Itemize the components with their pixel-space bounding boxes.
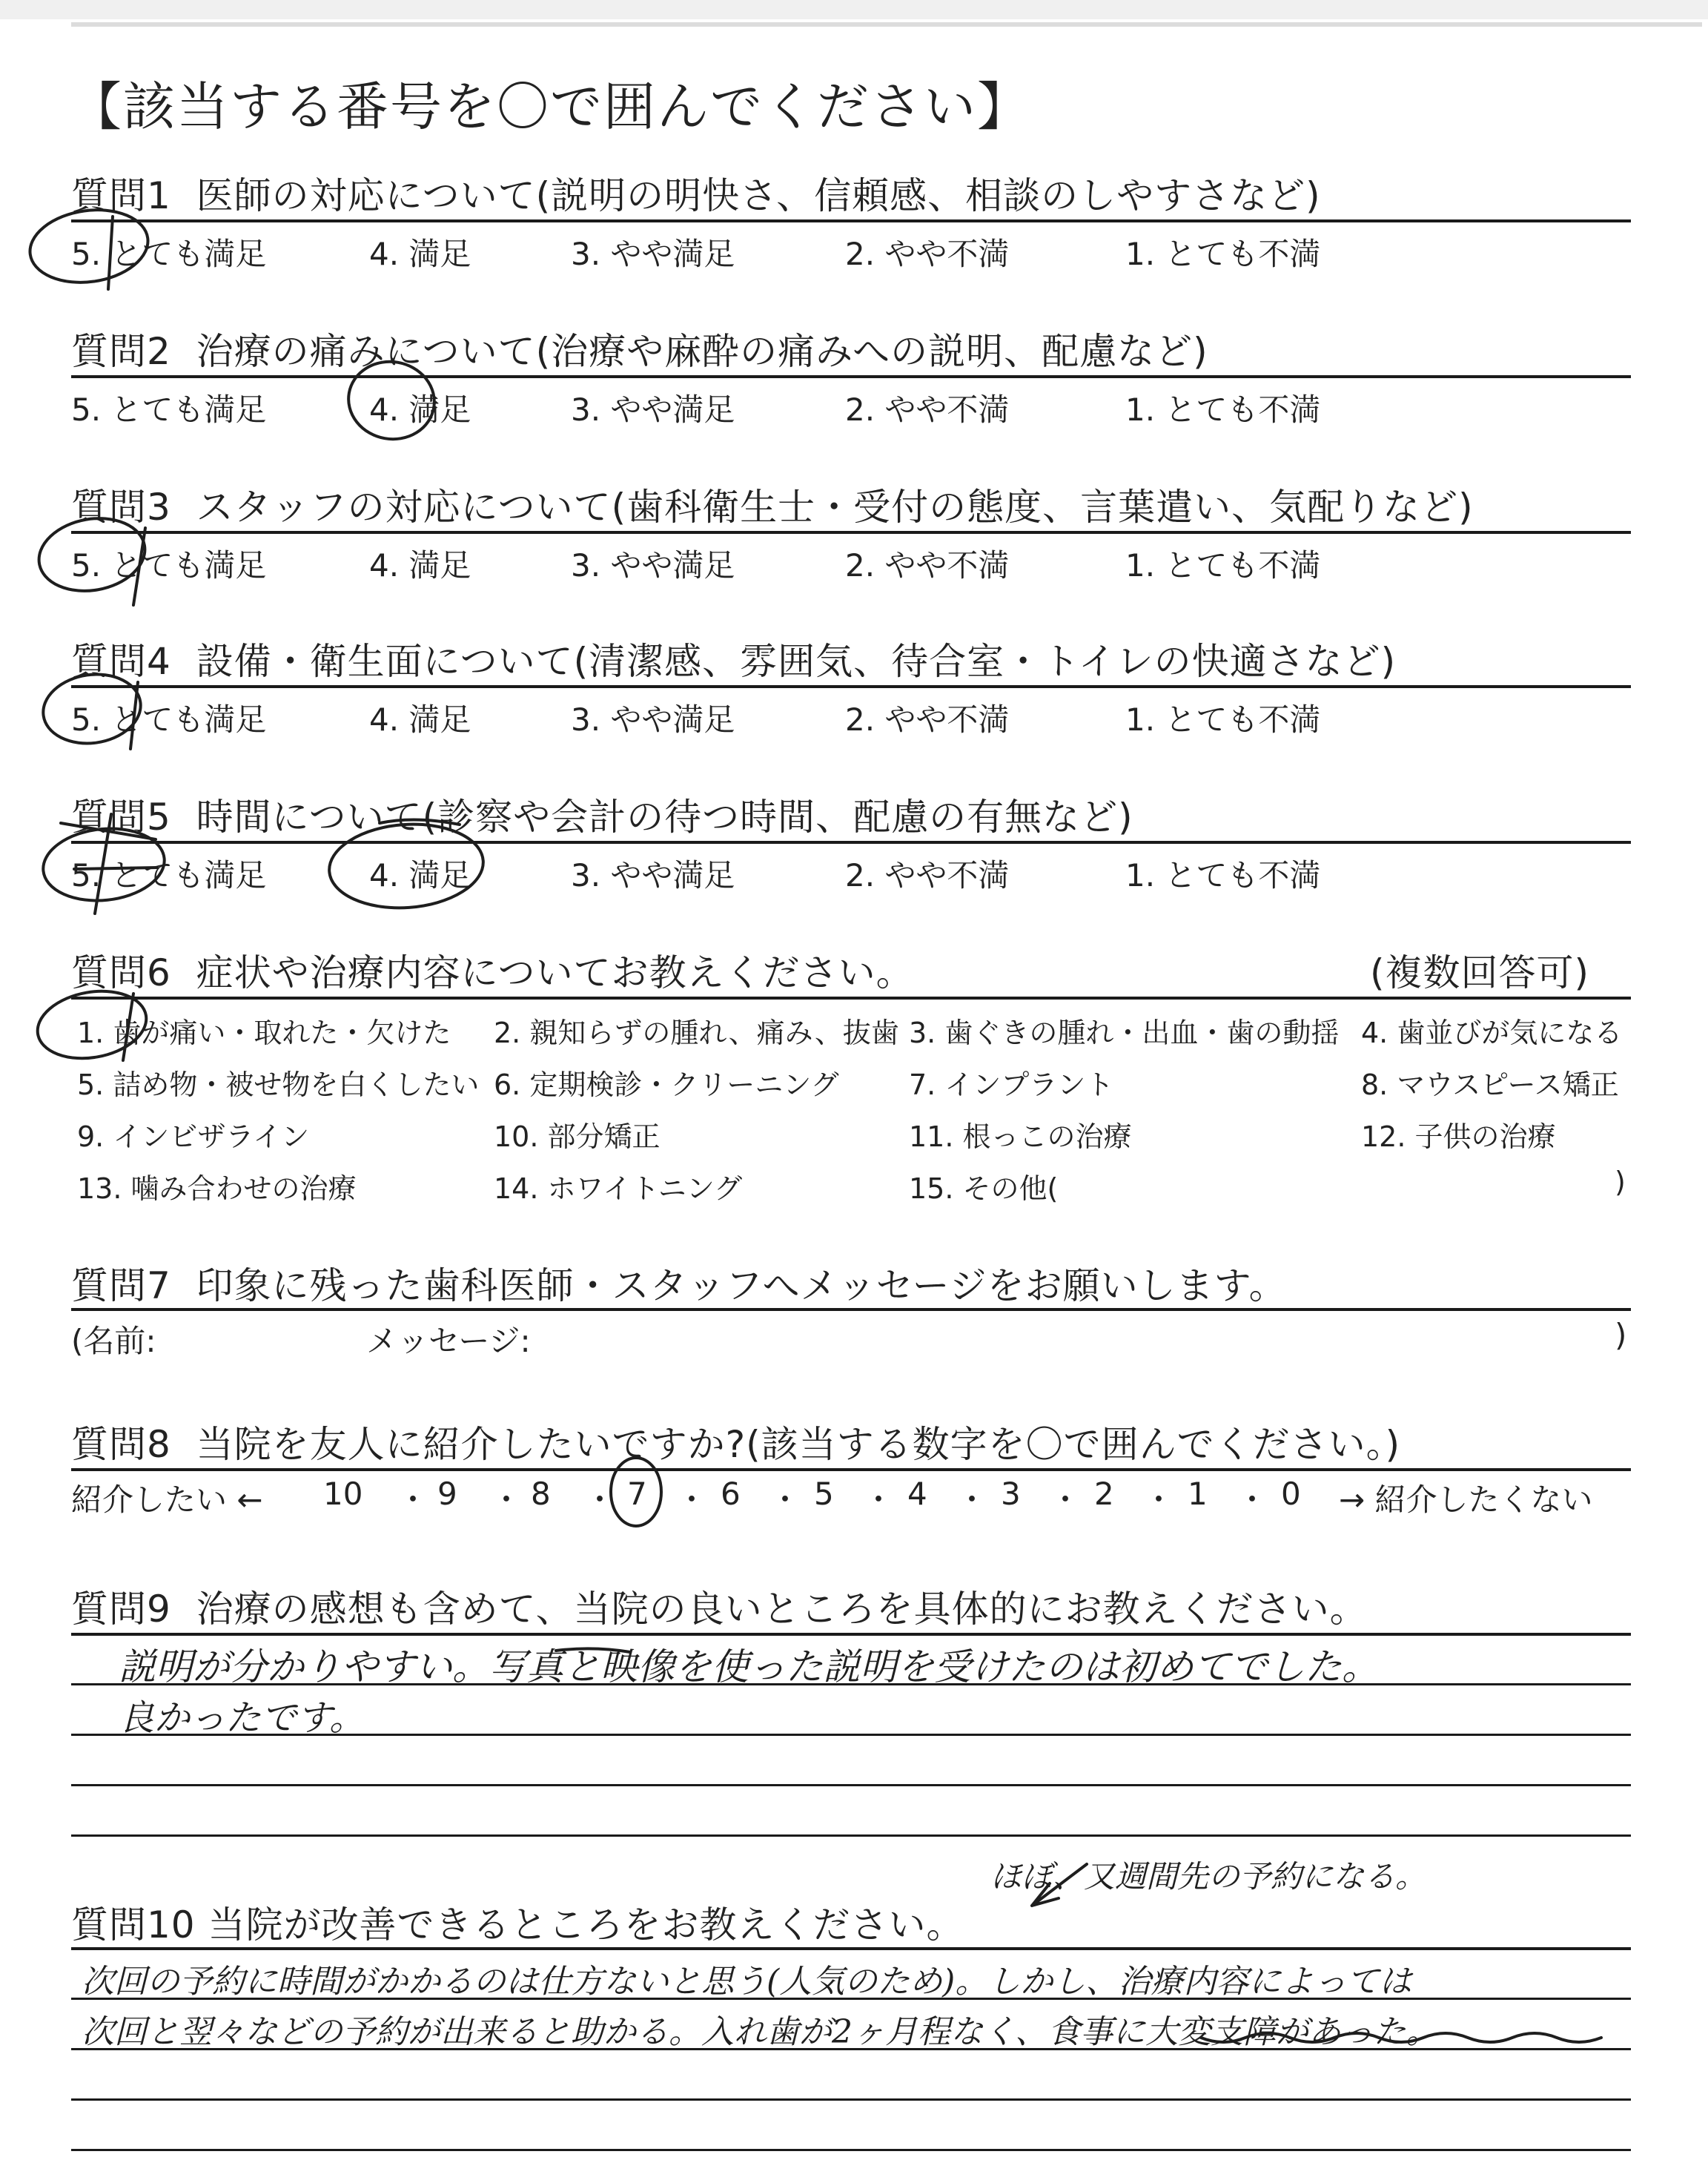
scale-4[interactable]: 4 [907,1476,927,1512]
symptom-option-6[interactable]: 6. 定期検診・クリーニング [494,1069,839,1101]
q1-option-3[interactable]: 3. やや満足 [571,236,735,272]
answer-line [71,1784,1631,1786]
question-text: 症状や治療内容についてお教えください。 [196,951,914,994]
question-label: 質問5 [71,796,171,839]
answer-line [71,1834,1631,1837]
answer-line [71,2098,1631,2101]
other-close-paren: ) [1615,1166,1626,1198]
symptom-option-12[interactable]: 12. 子供の治療 [1361,1120,1556,1153]
scale-dot: ・ [769,1482,801,1518]
scale-dot: ・ [1143,1482,1175,1518]
symptom-option-14[interactable]: 14. ホワイトニング [494,1172,743,1205]
question-text: スタッフの対応について(歯科衛生士・受付の態度、言葉遣い、気配りなど) [196,486,1474,529]
symptom-option-8[interactable]: 8. マウスピース矯正 [1361,1069,1619,1101]
scale-8[interactable]: 8 [531,1476,551,1512]
scale-7[interactable]: 7 [627,1476,647,1512]
question-label: 質問10 [71,1903,196,1946]
q1-option-5[interactable]: 5. とても満足 [71,236,267,272]
symptom-option-3[interactable]: 3. 歯ぐきの腫れ・出血・歯の動揺 [909,1017,1340,1049]
symptom-option-5[interactable]: 5. 詰め物・被せ物を白くしたい [77,1069,480,1101]
question-label: 質問1 [71,174,171,217]
scale-0[interactable]: 0 [1281,1476,1301,1512]
question-label: 質問6 [71,951,171,994]
message-close-paren: ) [1615,1317,1627,1353]
scale-2[interactable]: 2 [1094,1476,1114,1512]
q3-option-1[interactable]: 1. とても不満 [1125,547,1321,584]
scan-top-edge [71,22,1702,27]
question-9 [71,1579,1368,1633]
scale-dot: ・ [1237,1482,1268,1518]
question-6 [71,943,914,997]
question-3 [71,478,1474,531]
q1-option-2[interactable]: 2. やや不満 [845,236,1010,272]
recommend-left-label: 紹介したい ← [71,1482,263,1518]
question-text: 治療の痛みについて(治療や麻酔の痛みへの説明、配慮など) [196,330,1208,373]
q2-option-2[interactable]: 2. やや不満 [845,392,1010,428]
question-text: 医師の対応について(説明の明快さ、信頼感、相談のしやすさなど) [196,174,1321,217]
q5-option-4[interactable]: 4. 満足 [369,857,471,894]
scale-dot: ・ [956,1482,988,1518]
q1-option-4[interactable]: 4. 満足 [369,236,471,272]
symptom-option-7[interactable]: 7. インプラント [909,1069,1114,1101]
scale-6[interactable]: 6 [721,1476,741,1512]
scale-3[interactable]: 3 [1001,1476,1021,1512]
question-rule [71,685,1631,688]
handwritten-answer-line: 次回の予約に時間がかかるのは仕方ないと思う(人気のため)。しかし、治療内容によっては [82,1963,1412,2001]
q4-option-4[interactable]: 4. 満足 [369,701,471,738]
answer-line [71,1633,1631,1636]
question-text: 印象に残った歯科医師・スタッフへメッセージをお願いします。 [196,1264,1287,1307]
question-label: 質問3 [71,486,171,529]
question-text: 設備・衛生面について(清潔感、雰囲気、待合室・トイレの快適さなど) [196,640,1397,683]
question-7 [71,1256,1287,1309]
question-rule [71,1308,1631,1311]
answer-line [71,1947,1631,1950]
q1-option-1[interactable]: 1. とても不満 [1125,236,1321,272]
scale-dot: ・ [676,1482,708,1518]
question-rule [71,1468,1631,1471]
symptom-option-10[interactable]: 10. 部分矯正 [494,1120,661,1153]
symptom-option-2[interactable]: 2. 親知らずの腫れ、痛み、抜歯 [494,1017,899,1049]
question-label: 質問7 [71,1264,171,1307]
question-rule [71,375,1631,378]
question-text: 時間について(診察や会計の待つ時間、配慮の有無など) [196,796,1133,839]
symptom-option-15[interactable]: 15. その他( [909,1172,1059,1205]
q4-option-3[interactable]: 3. やや満足 [571,701,735,738]
question-rule [71,219,1631,222]
question-8 [71,1415,1400,1468]
q5-option-1[interactable]: 1. とても不満 [1125,857,1321,894]
question-rule [71,841,1631,844]
scale-dot: ・ [1050,1482,1082,1518]
question-label: 質問8 [71,1423,171,1466]
q3-option-2[interactable]: 2. やや不満 [845,547,1010,584]
question-rule [71,997,1631,1000]
question-text: 当院が改善できるところをお教えください。 [208,1903,964,1946]
scale-5[interactable]: 5 [814,1476,834,1512]
scan-top-margin [0,0,1708,19]
scale-1[interactable]: 1 [1188,1476,1208,1512]
q3-option-4[interactable]: 4. 満足 [369,547,471,584]
q4-option-2[interactable]: 2. やや不満 [845,701,1010,738]
q2-option-5[interactable]: 5. とても満足 [71,392,267,428]
handwritten-answer-line: 良かったです。 [119,1697,365,1739]
handwritten-margin-note: ほぼ、又週間先の予約になる。 [990,1858,1427,1895]
name-field-label: (名前: [71,1323,156,1359]
question-text: 当院を友人に紹介したいですか?(該当する数字を〇で囲んでください。) [196,1423,1401,1466]
question-label: 質問4 [71,640,171,683]
question-rule [71,531,1631,534]
symptom-option-9[interactable]: 9. インビザライン [77,1120,310,1153]
scale-10[interactable]: 10 [323,1476,363,1512]
question-5 [71,787,1133,841]
symptom-option-4[interactable]: 4. 歯並びが気になる [1361,1017,1623,1049]
q4-option-5[interactable]: 5. とても満足 [71,701,267,738]
question-10 [71,1895,964,1949]
recommend-right-label: → 紹介したくない [1339,1482,1593,1518]
message-field-label: メッセージ: [366,1323,531,1359]
scale-9[interactable]: 9 [437,1476,457,1512]
handwritten-answer-line: 説明が分かりやすい。写真と映像を使った説明を受けたのは初めてでした。 [119,1645,1379,1688]
question-4 [71,632,1396,685]
scale-dot: ・ [397,1482,429,1518]
q5-option-5[interactable]: 5. とても満足 [71,857,267,894]
scale-dot: ・ [584,1482,616,1518]
symptom-option-11[interactable]: 11. 根っこの治療 [909,1120,1132,1153]
multiple-answers-note: (複数回答可) [1370,951,1590,994]
q5-option-2[interactable]: 2. やや不満 [845,857,1010,894]
q3-option-3[interactable]: 3. やや満足 [571,547,735,584]
scale-dot: ・ [491,1482,523,1518]
q2-option-1[interactable]: 1. とても不満 [1125,392,1321,428]
symptom-option-13[interactable]: 13. 噛み合わせの治療 [77,1172,357,1205]
symptom-option-1[interactable]: 1. 歯が痛い・取れた・欠けた [77,1017,451,1049]
scale-dot: ・ [863,1482,895,1518]
question-text: 治療の感想も含めて、当院の良いところを具体的にお教えください。 [196,1588,1368,1631]
handwritten-answer-line: 次回と翌々などの予約が出来ると助かる。入れ歯が2ヶ月程なく、食事に大変支障があった。 [82,2013,1439,2051]
q2-option-3[interactable]: 3. やや満足 [571,392,735,428]
question-label: 質問9 [71,1588,171,1631]
question-2 [71,322,1208,375]
question-1 [71,166,1321,219]
q3-option-5[interactable]: 5. とても満足 [71,547,267,584]
answer-line [71,2149,1631,2151]
form-title: 【該当する番号を〇で囲んでください】 [70,76,1030,137]
q4-option-1[interactable]: 1. とても不満 [1125,701,1321,738]
question-label: 質問2 [71,330,171,373]
q5-option-3[interactable]: 3. やや満足 [571,857,735,894]
q2-option-4[interactable]: 4. 満足 [369,392,471,428]
